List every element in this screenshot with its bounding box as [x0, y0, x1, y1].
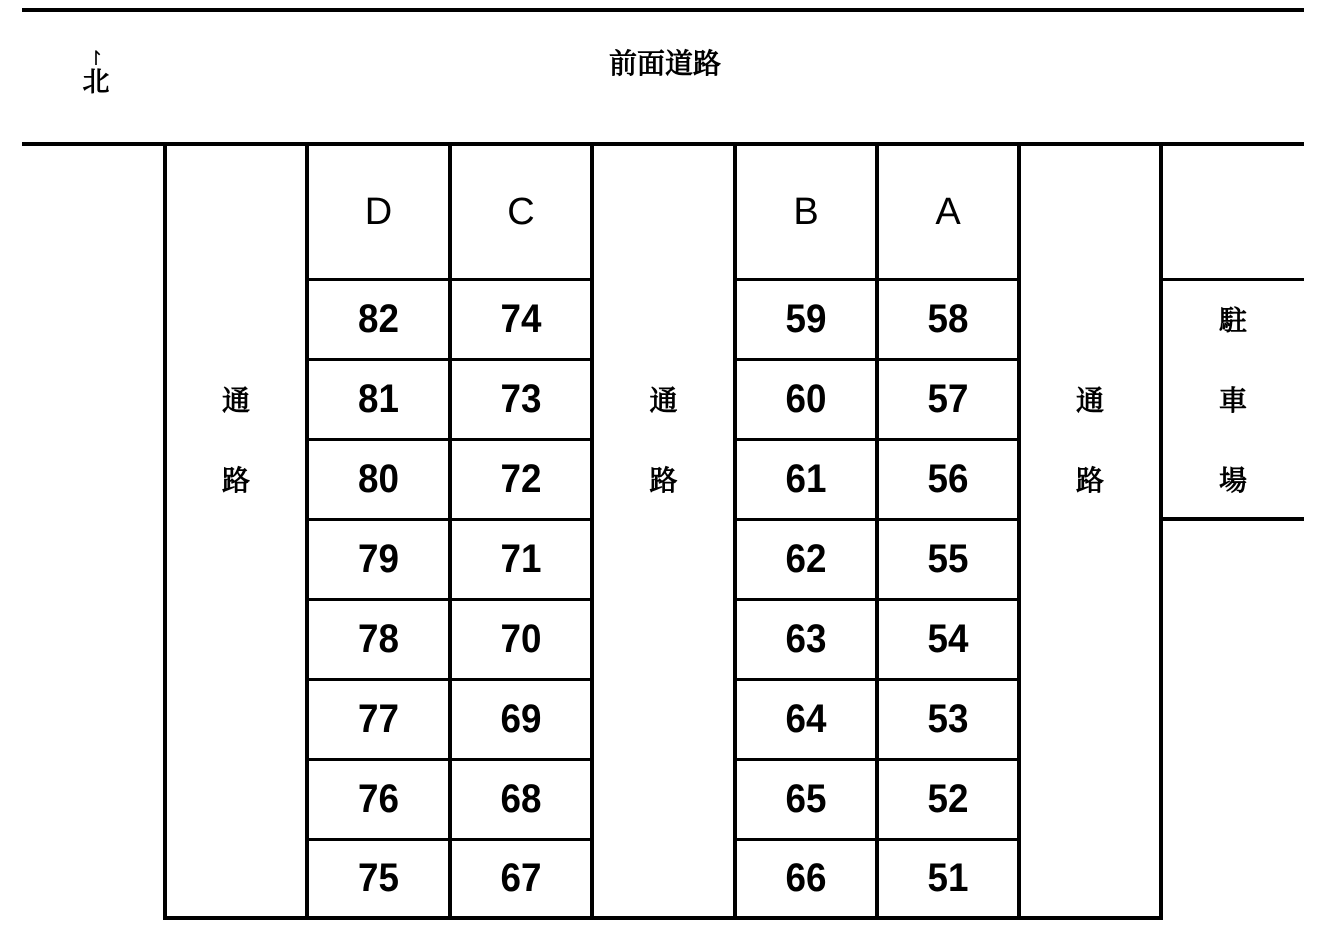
lot-cell: 66	[785, 856, 827, 900]
lot-cell: 62	[785, 537, 827, 581]
lot-cell: 59	[785, 297, 827, 341]
lot-cell: 61	[785, 457, 827, 501]
lot-cell: 82	[358, 297, 399, 341]
lot-cell: 64	[785, 697, 827, 741]
lot-cell: 55	[927, 537, 969, 581]
lot-cell: 56	[927, 457, 969, 501]
column-header-b: B	[793, 190, 819, 233]
north-indicator	[70, 48, 122, 98]
column-header-c: C	[507, 190, 535, 233]
lot-cell: 77	[358, 697, 399, 741]
lot-cell: 76	[358, 777, 399, 821]
lot-cell: 58	[927, 297, 969, 341]
north-label: 北	[82, 67, 110, 98]
lot-cell: 69	[500, 697, 542, 741]
lot-cell: 80	[358, 457, 399, 501]
lot-cell: 79	[358, 537, 399, 581]
lot-cell: 74	[500, 297, 542, 341]
lot-cell: 63	[785, 617, 827, 661]
lot-cell: 52	[927, 777, 969, 821]
lot-cell: 60	[785, 377, 827, 421]
lot-cell: 53	[927, 697, 969, 741]
north-arrow-icon: ↾	[87, 46, 105, 70]
column-header-d: D	[364, 190, 393, 233]
grid-line	[1159, 142, 1163, 920]
front-road-label: 前面道路	[608, 47, 721, 80]
lot-cell: 57	[927, 377, 969, 421]
grid-line	[590, 142, 594, 920]
grid-line	[1017, 142, 1021, 920]
lot-cell: 71	[500, 537, 542, 581]
aisle-label-1: 通 路	[221, 384, 250, 497]
lot-cell: 51	[927, 856, 969, 900]
lot-cell: 81	[358, 377, 399, 421]
lot-cell: 70	[500, 617, 542, 661]
road-top-line	[22, 8, 1304, 12]
lot-cell: 78	[358, 617, 399, 661]
column-header-a: A	[935, 190, 961, 233]
lot-cell: 68	[500, 777, 542, 821]
parking-label: 駐 車 場	[1218, 304, 1247, 497]
lot-cell: 67	[500, 856, 542, 900]
grid-line	[163, 142, 167, 920]
road-bottom-line	[22, 142, 1304, 146]
lot-cell: 65	[785, 777, 827, 821]
aisle-label-2: 通 路	[649, 384, 678, 497]
bottom-line	[163, 916, 1163, 920]
lot-cell: 72	[500, 457, 542, 501]
aisle-label-3: 通 路	[1075, 384, 1104, 497]
lot-cell: 54	[927, 617, 969, 661]
lot-cell: 73	[500, 377, 542, 421]
lot-cell: 75	[358, 856, 399, 900]
